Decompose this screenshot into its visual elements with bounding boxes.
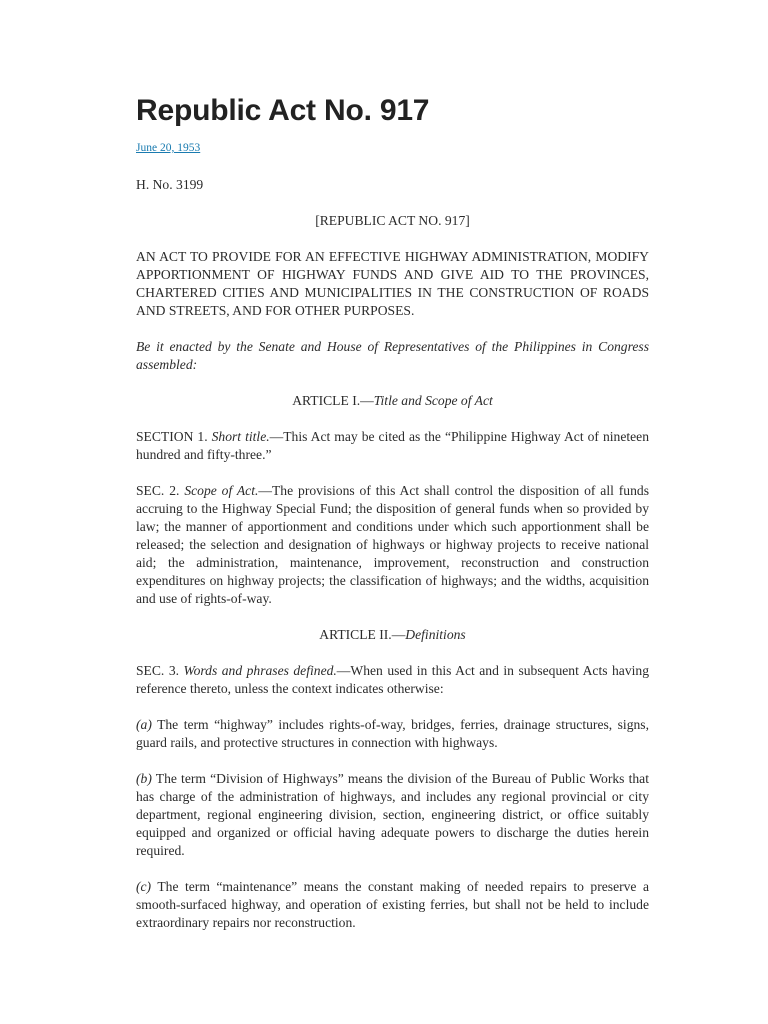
clause-label: (a) xyxy=(136,717,152,732)
section-heading: Scope of Act. xyxy=(184,483,259,498)
clause-c xyxy=(136,878,649,932)
clause-label: (c) xyxy=(136,879,152,894)
clause-text: The term “highway” includes rights-of-way, bridges, ferries, drainage structures, signs, guard rails, and protective structures in connection with highways. xyxy=(136,717,649,750)
section-text: —When used in this Act and in subsequent Acts having reference thereto, unless the context indicates otherwise: xyxy=(136,663,649,696)
article-prefix: ARTICLE I.— xyxy=(292,393,374,408)
section-heading: Short title. xyxy=(211,429,270,444)
article-heading-2 xyxy=(136,626,649,644)
page-title: Republic Act No. 917 xyxy=(136,94,430,127)
date-link[interactable]: June 20, 1953 xyxy=(136,142,201,154)
section-heading: Words and phrases defined. xyxy=(183,663,337,678)
section-1 xyxy=(136,428,649,464)
section-3 xyxy=(136,662,649,698)
section-2 xyxy=(136,482,649,608)
article-heading-1 xyxy=(136,392,649,410)
section-prefix: SEC. 2. xyxy=(136,483,185,498)
clause-text: The term “maintenance” means the constant making of needed repairs to preserve a smooth-surfaced highway, and operation of existing ferries, but shall not be held to include extraordinary repairs nor reconstruction. xyxy=(136,879,649,930)
section-prefix: SEC. 3. xyxy=(136,663,184,678)
article-prefix: ARTICLE II.— xyxy=(319,627,406,642)
bill-number: H. No. 3199 xyxy=(136,177,204,192)
enacting-clause: Be it enacted by the Senate and House of Representatives of the Philippines in Congress assembled: xyxy=(136,339,649,372)
document-page xyxy=(136,92,649,932)
section-text: —This Act may be cited as the “Philippine Highway Act of nineteen hundred and fifty-three.” xyxy=(136,429,649,462)
clause-b xyxy=(136,770,649,860)
act-header: [REPUBLIC ACT NO. 917] xyxy=(315,213,470,228)
clause-label: (b) xyxy=(136,771,152,786)
clause-a xyxy=(136,716,649,752)
article-name: Title and Scope of Act xyxy=(373,393,493,408)
section-text: —The provisions of this Act shall control the disposition of all funds accruing to the Highway Special Fund; the disposition of general funds when so provided by law; the manner of apportionment and conditions under which such apportionment shall be released; the selection and designation of highways or highway projects to receive national aid; the administration, maintenance, improvement, reconstruction and construction expenditures on highway projects; the classification of highways; and the widths, acquisition and use of rights-of-way. xyxy=(136,483,649,606)
long-title: AN ACT TO PROVIDE FOR AN EFFECTIVE HIGHWAY ADMINISTRATION, MODIFY APPORTIONMENT OF HIGHWAY FUNDS AND GIVE AID TO THE PROVINCES, CHARTERED CITIES AND MUNICIPALITIES IN THE CONSTRUCTION OF ROADS AND STREETS, AND FOR OTHER PURPOSES. xyxy=(136,249,649,318)
section-prefix: SECTION 1. xyxy=(136,429,212,444)
clause-text: The term “Division of Highways” means the division of the Bureau of Public Works that has charge of the administration of highways, and includes any regional provincial or city department, regional engineering division, section, engineering district, or office suitably equipped and organized or official having adequate powers to discharge the duties herein required. xyxy=(136,771,649,858)
article-name: Definitions xyxy=(405,627,466,642)
